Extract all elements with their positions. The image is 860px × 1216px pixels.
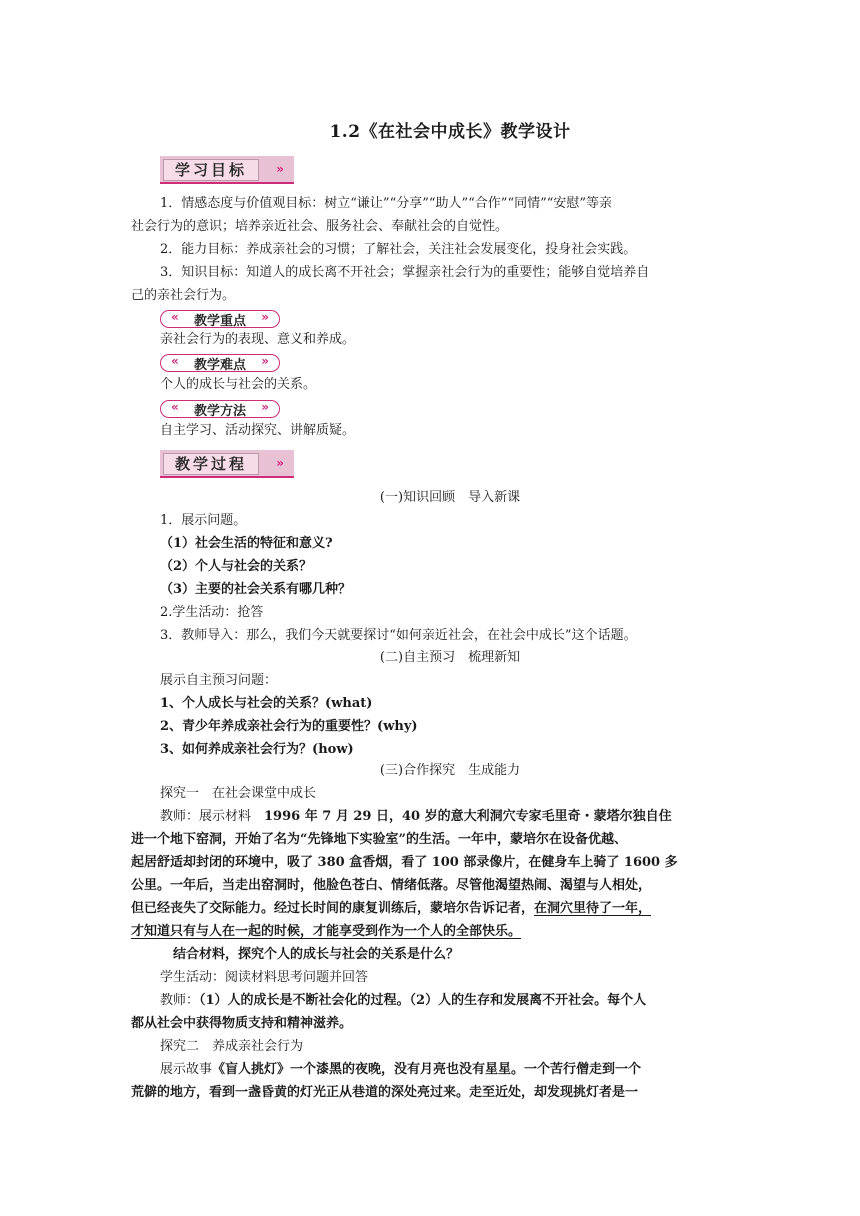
- material-prefix: 教师：展示材料: [160, 809, 265, 824]
- objective-3-cont: 己的亲社会行为。: [131, 288, 236, 303]
- story-text: 荒僻的地方，看到一盏昏黄的灯光正从巷道的深处亮过来。走至近处，却发现挑灯者是一: [131, 1085, 639, 1100]
- part1-line: 3．教师导入：那么，我们今天就要探讨“如何亲近社会，在社会中成长”这个话题。: [160, 628, 637, 643]
- objective-1-cont: 社会行为的意识；培养亲近社会、服务社会、奉献社会的自觉性。: [131, 219, 509, 234]
- part1-question: （1）社会生活的特征和意义?: [160, 536, 333, 551]
- part2-question: 2、青少年养成亲社会行为的重要性？(why): [160, 719, 418, 734]
- material-text: 公里。一年后，当走出窑洞时，他脸色苍白、情绪低落。尽管他渴望热闹、渴望与人相处，: [131, 878, 652, 893]
- double-left-arrow-icon: «: [171, 310, 179, 324]
- section-pill-methods: [160, 400, 280, 418]
- part3-heading: (三)合作探究 生成能力: [379, 763, 521, 778]
- material-text: [131, 901, 651, 917]
- material-text: 进一个地下窑洞，开始了名为“先锋地下实验室”的生活。一年中，蒙培尔在设备优越、: [131, 832, 627, 847]
- key-points-text: 亲社会行为的表现、意义和养成。: [160, 332, 356, 347]
- teacher-prefix: 教师：: [160, 993, 200, 1008]
- material-text: 1996 年 7 月 29 日，40 岁的意大利洞穴专家毛里奇・蒙塔尔独自住: [264, 809, 672, 824]
- pill-label: 教学重点: [193, 314, 246, 329]
- double-left-arrow-icon: «: [171, 400, 179, 414]
- material-text-underlined: 在洞穴里待了一年，: [534, 901, 652, 916]
- story-paragraph: [160, 1062, 641, 1078]
- methods-text: 自主学习、活动探究、讲解质疑。: [160, 423, 356, 438]
- double-left-arrow-icon: «: [171, 354, 179, 368]
- part1-question: （3）主要的社会关系有哪几种？: [160, 582, 352, 597]
- part2-question: 3、如何养成亲社会行为？(how): [160, 742, 354, 757]
- teacher-answer: [160, 993, 646, 1009]
- banner-label: 学习目标: [163, 159, 259, 181]
- double-arrow-icon: »: [276, 162, 284, 176]
- exploration-question: 结合材料，探究个人的成长与社会的关系是什么？: [173, 947, 460, 962]
- part1-line: 2.学生活动：抢答: [160, 605, 264, 620]
- page-title: 1.2《在社会中成长》教学设计: [329, 122, 571, 142]
- objective-3: 3．知识目标：知道人的成长离不开社会；掌握亲社会行为的重要性；能够自觉培养自: [160, 265, 650, 280]
- part1-line: 1．展示问题。: [160, 513, 247, 528]
- pill-label: 教学方法: [193, 404, 246, 419]
- section-pill-difficulties: [160, 354, 280, 372]
- pill-label: 教学难点: [193, 358, 246, 373]
- part2-question: 1、个人成长与社会的关系？(what): [160, 696, 373, 711]
- part1-heading: (一)知识回顾 导入新课: [379, 490, 521, 505]
- teacher-answer-text: 都从社会中获得物质支持和精神滋养。: [131, 1016, 353, 1031]
- exploration-2-heading: 探究二 养成亲社会行为: [160, 1039, 304, 1054]
- part1-question: （2）个人与社会的关系？: [160, 559, 313, 574]
- material-text-underlined: 才知道只有与人在一起的时候，才能享受到作为一个人的全部快乐。: [131, 924, 522, 939]
- part2-line: 展示自主预习问题：: [160, 673, 278, 688]
- story-prefix: 展示故事: [160, 1062, 213, 1077]
- material-paragraph: [160, 809, 672, 825]
- double-right-arrow-icon: »: [261, 310, 269, 324]
- difficulties-text: 个人的成长与社会的关系。: [160, 377, 317, 392]
- teacher-answer-text: （1）人的成长是不断社会化的过程。（2）人的生存和发展离不开社会。每个人: [199, 993, 647, 1008]
- material-text: 起居舒适却封闭的环境中，吸了 380 盒香烟，看了 100 部录像片，在健身车上骑了 1600 多: [131, 855, 678, 870]
- exploration-1-heading: 探究一 在社会课堂中成长: [160, 786, 317, 801]
- section-banner-objectives: [160, 156, 294, 184]
- part2-heading: (二)自主预习 梳理新知: [379, 650, 521, 665]
- double-right-arrow-icon: »: [261, 354, 269, 368]
- material-text-plain: 但已经丧失了交际能力。经过长时间的康复训练后，蒙培尔告诉记者，: [131, 901, 535, 916]
- section-pill-key-points: [160, 310, 280, 328]
- objective-1: 1．情感态度与价值观目标：树立“谦让”“分享”“助人”“合作”“同情”“安慰”等亲: [160, 196, 613, 211]
- double-arrow-icon: »: [276, 456, 284, 470]
- section-banner-process: [160, 450, 294, 478]
- story-text: 《盲人挑灯》一个漆黑的夜晚，没有月亮也没有星星。一个苦行僧走到一个: [212, 1062, 642, 1077]
- student-activity: 学生活动：阅读材料思考问题并回答: [160, 970, 369, 985]
- objective-2: 2．能力目标：养成亲社会的习惯；了解社会，关注社会发展变化，投身社会实践。: [160, 242, 637, 257]
- double-right-arrow-icon: »: [261, 400, 269, 414]
- banner-label: 教学过程: [163, 453, 259, 475]
